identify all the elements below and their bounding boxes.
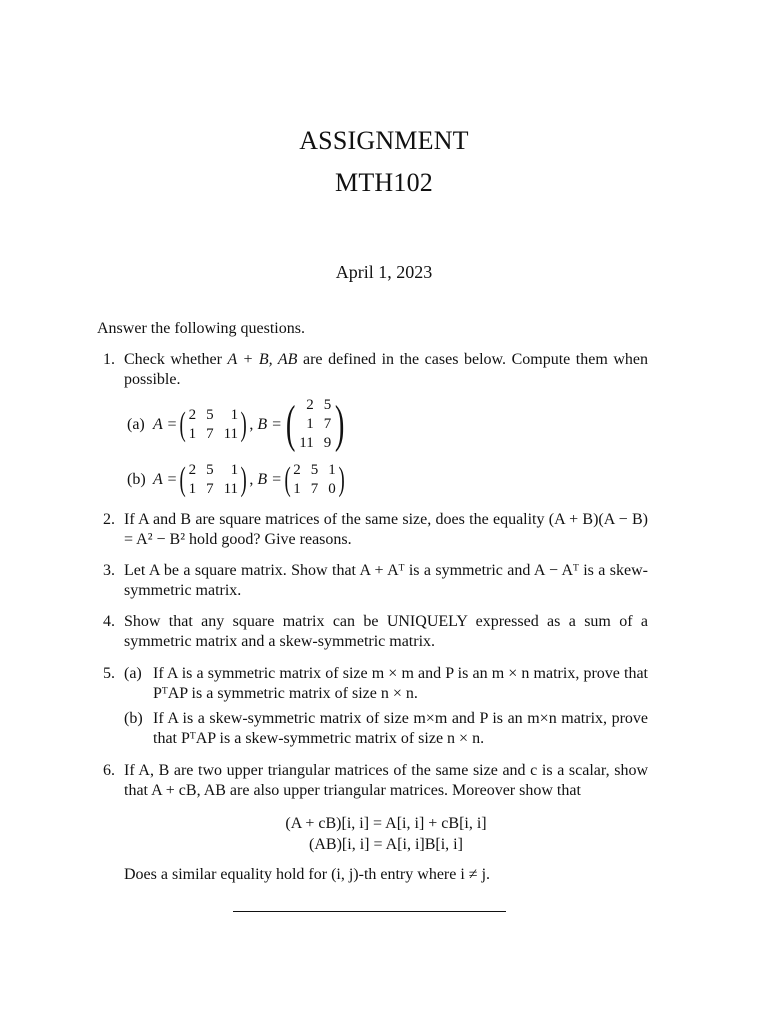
matrix-b-name: B = [257, 415, 282, 433]
matrix-entry: 7 [323, 416, 332, 432]
part-label: (a) [124, 665, 142, 682]
equation-2: (AB)[i, i] = A[i, i]B[i, i] [309, 836, 463, 853]
matrix-entry: 11 [223, 481, 239, 497]
question-5-part-b [124, 709, 648, 749]
question-5 [103, 664, 648, 749]
display-equations [124, 813, 648, 855]
matrix-a [189, 406, 238, 444]
matrix-entry: 7 [206, 481, 214, 497]
question-2 [103, 510, 648, 550]
matrix-entry: 5 [310, 462, 319, 478]
question-6 [103, 761, 648, 885]
part-text: If A is a skew-symmetric matrix of size m×m and P is an m×n matrix, prove that PᵀAP is a skew-symmetric matrix of size n × n. [153, 710, 648, 747]
question-5-part-a [124, 664, 648, 704]
left-paren-icon: ( [179, 461, 187, 498]
matrix-entry: 2 [306, 397, 314, 413]
question-number: 3. [103, 562, 115, 579]
question-3 [103, 561, 648, 601]
question-1-part-b: (b) A = ( 2 5 1 1 7 11 ) , B = ( 2 5 1 1 7 0 ) [127, 461, 345, 498]
question-number: 5. [103, 665, 115, 682]
question-number: 1. [103, 351, 115, 368]
course-code: MTH102 [335, 168, 433, 197]
right-paren-icon: ) [240, 405, 247, 443]
question-4 [103, 612, 648, 652]
matrix-entry: 0 [328, 481, 336, 497]
part-text: If A is a symmetric matrix of size m × m and P is an m × n matrix, prove that PᵀAP is a symmetric matrix of size n × n. [153, 665, 648, 702]
matrix-entry: 2 [293, 462, 301, 478]
matrix-a [189, 461, 238, 499]
instructions: Answer the following questions. [97, 320, 305, 337]
matrix-b [293, 461, 336, 499]
equation-1: (A + cB)[i, i] = A[i, i] + cB[i, i] [285, 815, 487, 832]
part-label: (b) [124, 710, 143, 727]
matrix-entry: 2 [188, 406, 197, 423]
question-text: Show that any square matrix can be UNIQUELY expressed as a sum of a symmetric matrix and a skew-symmetric matrix. [124, 613, 648, 650]
right-paren-icon: ) [338, 461, 345, 498]
closing-question: Does a similar equality hold for (i, j)-th entry where i ≠ j. [124, 866, 491, 883]
question-1-part-a: (a) A = ( 2 5 1 1 7 11 ) , B = ( 2 5 1 7 11 9 ) [127, 395, 345, 453]
question-text: Let A be a square matrix. Show that A + Aᵀ is a symmetric and A − Aᵀ is a skew-symmetric matrix. [124, 562, 648, 599]
end-rule [233, 911, 506, 912]
matrix-a-name: A = [153, 471, 178, 488]
left-paren-icon: ( [285, 395, 296, 453]
matrix-entry: 1 [328, 462, 336, 478]
matrix-entry: 1 [230, 462, 239, 478]
matrix-b-name: B = [257, 471, 282, 488]
matrix-entry: 1 [306, 416, 314, 432]
part-label: (b) [127, 471, 146, 488]
matrix-entry: 1 [230, 406, 239, 423]
assignment-date: April 1, 2023 [335, 262, 433, 282]
question-text: Check whether A + B, AB are defined in the cases below. Compute them when possible. [124, 351, 648, 388]
matrix-entry: 5 [206, 406, 214, 423]
matrix-a-name: A = [153, 415, 178, 433]
matrix-entry: 1 [188, 481, 197, 497]
left-paren-icon: ( [179, 405, 187, 443]
matrix-entry: 2 [188, 462, 197, 478]
matrix-entry: 5 [323, 397, 332, 413]
matrix-entry: 11 [223, 425, 239, 442]
matrix-entry: 7 [206, 425, 214, 442]
question-number: 4. [103, 613, 115, 630]
matrix-entry: 9 [323, 435, 332, 451]
matrix-entry: 11 [299, 435, 314, 451]
matrix-entry: 1 [293, 481, 301, 497]
question-number: 6. [103, 762, 115, 779]
question-text: If A and B are square matrices of the same size, does the equality (A + B)(A − B) = A² − B² hold good? Give reasons. [124, 511, 648, 548]
question-text: If A, B are two upper triangular matrices of the same size and c is a scalar, show that A + cB, AB are also upper triangular matrices. Moreover show that (A + cB)[i, i] = A[i, i] + cB[i, i] (AB)[i, i] = A[i, i]B[i, i] Does a similar equality hold for (i, j)-th entry where i ≠ j. [124, 762, 648, 883]
question-number: 2. [103, 511, 115, 528]
question-1 [103, 350, 648, 390]
matrix-entry: 7 [310, 481, 319, 497]
right-paren-icon: ) [240, 461, 247, 498]
part-label: (a) [127, 415, 145, 433]
matrix-b [299, 396, 331, 453]
left-paren-icon: ( [284, 461, 291, 498]
matrix-entry: 5 [206, 462, 214, 478]
assignment-title: ASSIGNMENT [299, 126, 469, 155]
matrix-entry: 1 [188, 425, 197, 442]
right-paren-icon: ) [335, 395, 345, 453]
